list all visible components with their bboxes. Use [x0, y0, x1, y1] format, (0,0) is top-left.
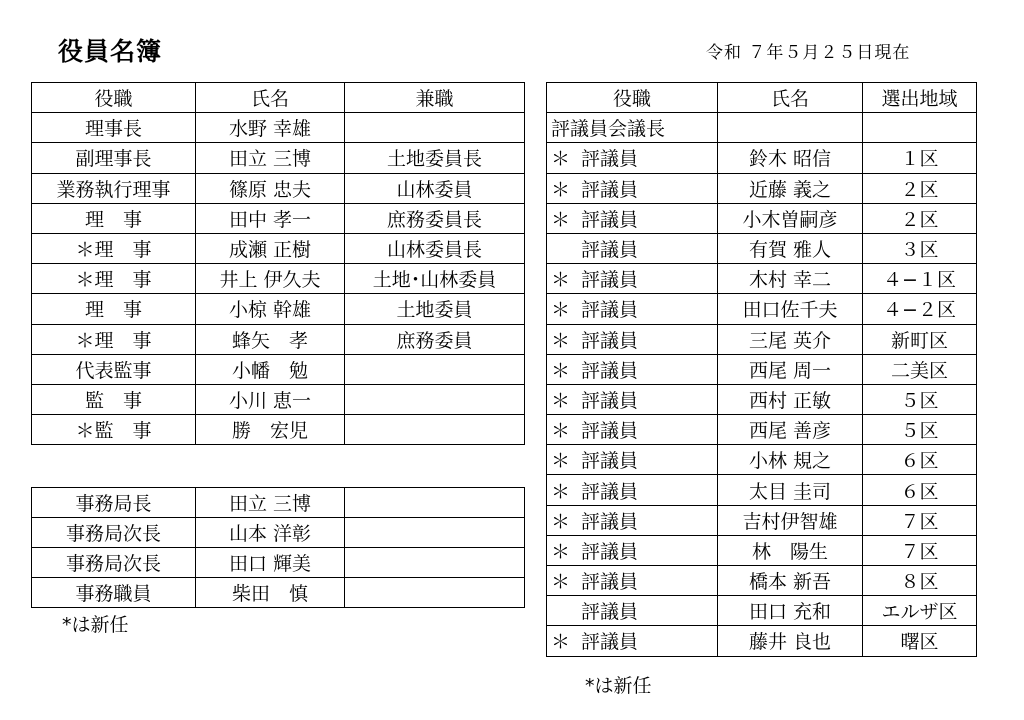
new-member-mark: ＊: [551, 299, 571, 322]
officers-table: [31, 82, 525, 445]
role-cell: 事務局長: [32, 488, 196, 518]
new-member-mark: ＊: [551, 420, 571, 443]
header-role: 役職: [32, 83, 196, 113]
name-cell: 林 陽生: [718, 535, 863, 565]
region-cell: ６区: [863, 475, 977, 505]
name-cell: 木村 幸二: [718, 264, 863, 294]
name-cell: 小椋 幹雄: [196, 294, 345, 324]
new-member-mark: ＊: [551, 540, 571, 563]
role-cell: [547, 415, 718, 445]
table-row: [547, 505, 977, 535]
table-row: [547, 566, 977, 596]
table-row: [32, 233, 525, 263]
role-label: 評議員: [581, 148, 639, 171]
table-row: [547, 626, 977, 656]
role-cell: 副理事長: [32, 143, 196, 173]
name-cell: 篠原 忠夫: [196, 173, 345, 203]
role-cell: 業務執行理事: [32, 173, 196, 203]
role-cell: [547, 264, 718, 294]
region-cell: ８区: [863, 566, 977, 596]
concurrent-cell: 山林委員: [345, 173, 525, 203]
name-cell: 近藤 義之: [718, 173, 863, 203]
header-name: 氏名: [718, 83, 863, 113]
table-row: [32, 173, 525, 203]
role-cell: [547, 354, 718, 384]
table-row: [32, 578, 525, 608]
role-cell: [547, 203, 718, 233]
name-cell: 鈴木 昭信: [718, 143, 863, 173]
role-label: 評議員: [581, 269, 639, 292]
staff-table: [31, 487, 525, 608]
role-cell: 事務職員: [32, 578, 196, 608]
table-row: [547, 384, 977, 414]
region-cell: ５区: [863, 384, 977, 414]
table-row: [547, 113, 977, 143]
name-cell: 成瀬 正樹: [196, 233, 345, 263]
new-member-mark: ＊: [551, 178, 571, 201]
table-row: [32, 203, 525, 233]
table-row: [547, 445, 977, 475]
role-cell: [547, 566, 718, 596]
new-member-mark: ＊: [551, 480, 571, 503]
role-label: 評議員: [581, 389, 639, 412]
region-cell: ４−１区: [863, 264, 977, 294]
role-cell: 事務局次長: [32, 518, 196, 548]
table-row: [32, 518, 525, 548]
table-row: [547, 233, 977, 263]
concurrent-cell: 庶務委員: [345, 324, 525, 354]
role-label: 評議員: [581, 178, 639, 201]
name-cell: 山本 洋彰: [196, 518, 345, 548]
name-cell: 小川 恵一: [196, 384, 345, 414]
role-label: 評議員: [581, 359, 639, 382]
council-table: [546, 82, 977, 657]
council-note: *は新任: [585, 675, 652, 697]
table-row: [547, 264, 977, 294]
table-header-row: [547, 83, 977, 113]
role-cell: [547, 294, 718, 324]
table-row: [32, 415, 525, 445]
region-cell: ３区: [863, 233, 977, 263]
name-cell: 水野 幸雄: [196, 113, 345, 143]
name-cell: 小幡 勉: [196, 354, 345, 384]
staff-note: *は新任: [62, 614, 129, 636]
table-row: [547, 143, 977, 173]
table-row: [547, 535, 977, 565]
role-label: 評議員: [581, 208, 639, 231]
name-cell: 藤井 良也: [718, 626, 863, 656]
new-member-mark: ＊: [551, 631, 571, 654]
name-cell: [718, 113, 863, 143]
extra-cell: [345, 578, 525, 608]
extra-cell: [345, 548, 525, 578]
region-cell: エルザ区: [863, 596, 977, 626]
role-cell: ＊理 事: [32, 264, 196, 294]
new-member-mark: ＊: [551, 359, 571, 382]
concurrent-cell: [345, 113, 525, 143]
role-cell: [547, 505, 718, 535]
name-cell: 田立 三博: [196, 488, 345, 518]
table-row: [32, 384, 525, 414]
region-cell: ７区: [863, 535, 977, 565]
table-row: [547, 173, 977, 203]
role-cell: 理事長: [32, 113, 196, 143]
table-header-row: [32, 83, 525, 113]
role-cell: [547, 233, 718, 263]
role-cell: ＊監 事: [32, 415, 196, 445]
name-cell: 西尾 善彦: [718, 415, 863, 445]
region-cell: ２区: [863, 173, 977, 203]
name-cell: 田口 輝美: [196, 548, 345, 578]
role-cell: [547, 535, 718, 565]
role-label: 評議員: [581, 329, 639, 352]
new-member-mark: ＊: [551, 269, 571, 292]
role-cell: [547, 445, 718, 475]
role-label: 評議員: [581, 631, 639, 654]
name-cell: 田立 三博: [196, 143, 345, 173]
table-row: [32, 354, 525, 384]
region-cell: ６区: [863, 445, 977, 475]
name-cell: 太目 圭司: [718, 475, 863, 505]
role-cell: [547, 596, 718, 626]
concurrent-cell: 庶務委員長: [345, 203, 525, 233]
table-row: [547, 596, 977, 626]
table-row: [32, 264, 525, 294]
role-label: 評議員会議長: [551, 118, 666, 141]
name-cell: 勝 宏児: [196, 415, 345, 445]
region-cell: 二美区: [863, 354, 977, 384]
role-cell: 代表監事: [32, 354, 196, 384]
region-cell: 曙区: [863, 626, 977, 656]
role-label: 評議員: [581, 540, 639, 563]
new-member-mark: ＊: [551, 450, 571, 473]
page-title: 役員名簿: [58, 37, 163, 66]
table-row: [547, 354, 977, 384]
name-cell: 井上 伊久夫: [196, 264, 345, 294]
table-row: [32, 324, 525, 354]
concurrent-cell: [345, 384, 525, 414]
new-member-mark: ＊: [551, 208, 571, 231]
concurrent-cell: [345, 415, 525, 445]
role-cell: [547, 143, 718, 173]
region-cell: ４−２区: [863, 294, 977, 324]
region-cell: 新町区: [863, 324, 977, 354]
role-label: 評議員: [581, 239, 639, 262]
role-cell: [547, 626, 718, 656]
role-cell: [547, 173, 718, 203]
concurrent-cell: 土地･山林委員: [345, 264, 525, 294]
region-cell: ７区: [863, 505, 977, 535]
header-role: 役職: [547, 83, 718, 113]
role-label: 評議員: [581, 299, 639, 322]
role-label: 評議員: [581, 480, 639, 503]
role-cell: [547, 475, 718, 505]
table-row: [32, 113, 525, 143]
region-cell: １区: [863, 143, 977, 173]
extra-cell: [345, 488, 525, 518]
table-row: [547, 475, 977, 505]
role-cell: [547, 113, 718, 143]
name-cell: 橋本 新吾: [718, 566, 863, 596]
as-of-date: 令和 ７年５月２５日現在: [706, 43, 911, 63]
new-member-mark: ＊: [551, 148, 571, 171]
table-row: [547, 415, 977, 445]
name-cell: 西尾 周一: [718, 354, 863, 384]
role-label: 評議員: [581, 601, 639, 624]
table-row: [547, 324, 977, 354]
name-cell: 田口佐千夫: [718, 294, 863, 324]
name-cell: 小木曽嗣彦: [718, 203, 863, 233]
role-cell: 事務局次長: [32, 548, 196, 578]
table-row: [547, 294, 977, 324]
table-row: [32, 548, 525, 578]
role-label: 評議員: [581, 510, 639, 533]
name-cell: 田口 充和: [718, 596, 863, 626]
header-region: 選出地域: [863, 83, 977, 113]
new-member-mark: ＊: [551, 329, 571, 352]
new-member-mark: ＊: [551, 571, 571, 594]
name-cell: 柴田 慎: [196, 578, 345, 608]
role-label: 評議員: [581, 571, 639, 594]
extra-cell: [345, 518, 525, 548]
table-row: [547, 203, 977, 233]
table-row: [32, 143, 525, 173]
role-cell: ＊理 事: [32, 233, 196, 263]
region-cell: ２区: [863, 203, 977, 233]
header-name: 氏名: [196, 83, 345, 113]
table-row: [32, 488, 525, 518]
role-cell: [547, 384, 718, 414]
new-member-mark: ＊: [551, 389, 571, 412]
role-label: 評議員: [581, 420, 639, 443]
name-cell: 三尾 英介: [718, 324, 863, 354]
role-cell: [547, 324, 718, 354]
name-cell: 蜂矢 孝: [196, 324, 345, 354]
region-cell: [863, 113, 977, 143]
table-row: [32, 294, 525, 324]
role-label: 評議員: [581, 450, 639, 473]
new-member-mark: ＊: [551, 510, 571, 533]
name-cell: 有賀 雅人: [718, 233, 863, 263]
concurrent-cell: 土地委員長: [345, 143, 525, 173]
role-cell: 監 事: [32, 384, 196, 414]
name-cell: 西村 正敏: [718, 384, 863, 414]
concurrent-cell: [345, 354, 525, 384]
name-cell: 田中 孝一: [196, 203, 345, 233]
name-cell: 小林 規之: [718, 445, 863, 475]
role-cell: 理 事: [32, 294, 196, 324]
role-cell: 理 事: [32, 203, 196, 233]
concurrent-cell: 土地委員: [345, 294, 525, 324]
region-cell: ５区: [863, 415, 977, 445]
role-cell: ＊理 事: [32, 324, 196, 354]
name-cell: 吉村伊智雄: [718, 505, 863, 535]
header-concurrent: 兼職: [345, 83, 525, 113]
concurrent-cell: 山林委員長: [345, 233, 525, 263]
